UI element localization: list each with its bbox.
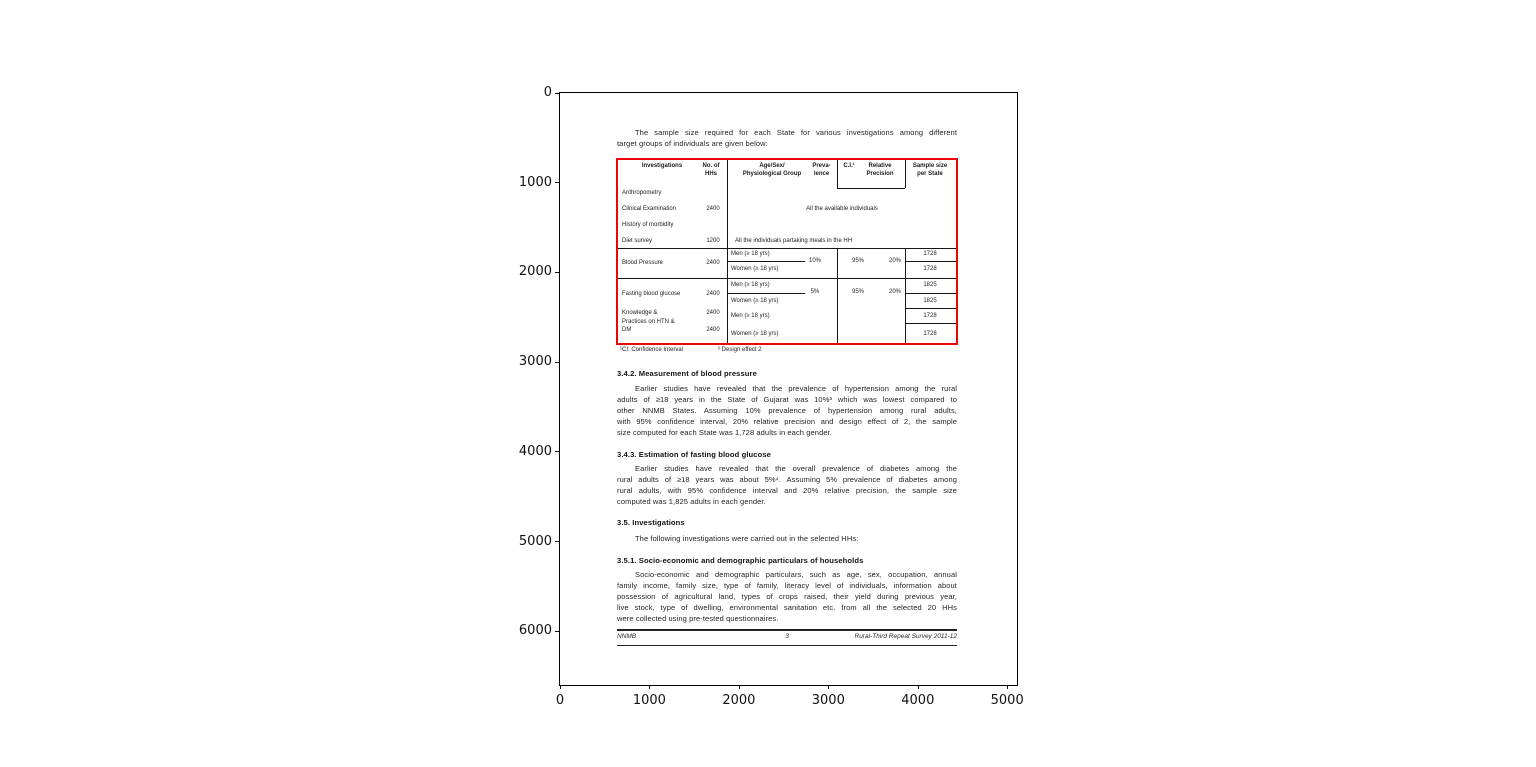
- paragraph-line: Earlier studies have revealed that the prevalence of hypertension among the rural: [635, 384, 957, 393]
- table-header-investigations: Investigations: [641, 163, 683, 169]
- x-tick-mark: [739, 685, 740, 689]
- paragraph-line: were collected using pre-tested questionnaires.: [617, 613, 779, 623]
- table-cell-hhs-value: 2400: [706, 310, 720, 316]
- y-tick-mark: [555, 631, 559, 632]
- table-hline: [727, 261, 805, 262]
- section-heading-35: 3.5. Investigations: [617, 518, 685, 527]
- footer-org: NNMB: [617, 632, 637, 640]
- x-tick-mark: [918, 685, 919, 689]
- table-header-no-of-hhs: No. of: [702, 163, 720, 169]
- table-cell-women-row: Women (≥ 18 yrs): [731, 331, 779, 337]
- document-page-image: [560, 93, 1017, 685]
- x-tick-label: 0: [555, 693, 565, 708]
- table-cell-all-partaking: All the individuals partaking meals in the HH: [735, 238, 853, 244]
- table-cell-sample-value: 1728: [923, 331, 937, 337]
- table-hline: [837, 188, 905, 189]
- table-cell-ci-value: 95%: [851, 289, 864, 295]
- table-cell-history-morbidity: History of morbidity: [622, 222, 674, 228]
- table-cell-prevalence-value: 5%: [810, 289, 820, 295]
- y-tick-label: 4000: [518, 443, 552, 459]
- table-header-no-of-hhs: HHs: [704, 171, 717, 177]
- table-cell-hhs-value: 2400: [706, 206, 720, 212]
- x-tick-label: 3000: [811, 693, 845, 708]
- table-header-ci: C.I.¹: [843, 163, 855, 169]
- table-cell-hhs-value: 2400: [706, 260, 720, 266]
- table-cell-clinical-examination: Clinical Examination: [622, 206, 677, 212]
- section-paragraph-342: [617, 384, 957, 439]
- paragraph-line: with 95% confidence interval, 20% relative precision and design effect of 2, the sample: [617, 416, 957, 426]
- table-cell-knowledge: Practices on HTN &: [622, 318, 675, 325]
- plot-axes: [518, 85, 1024, 708]
- paragraph-line: adults of ≥18 years in the State of Gujarat was 10%³ which was lowest compared to: [617, 394, 957, 404]
- table-header-prevalence: Preva-: [812, 163, 831, 169]
- table-cell-women-row: Women (≥ 18 yrs): [731, 298, 779, 304]
- table-vline: [837, 248, 838, 343]
- table-cell-sample-value: 1825: [923, 298, 937, 304]
- x-tick-label: 2000: [722, 693, 756, 708]
- page-footer: [617, 633, 957, 642]
- table-cell-ci-value: 95%: [851, 258, 864, 264]
- table-cell-anthropometry: Anthropometry: [622, 190, 662, 196]
- table-cell-men-row: Men (≥ 18 yrs): [731, 313, 770, 319]
- intro-line: The sample size required for each State for various investigations among different: [635, 128, 957, 137]
- footer-rule-top: [617, 629, 957, 631]
- table-cell-all-available: All the available individuals: [806, 206, 878, 212]
- table-cell-blood-pressure: Blood Pressure: [622, 260, 664, 266]
- sample-size-table: [616, 158, 958, 345]
- table-header-sample-size: per State: [917, 171, 943, 177]
- table-cell-precision-value: 20%: [888, 289, 901, 295]
- y-tick-mark: [555, 93, 559, 94]
- footer-rule-bottom: [617, 645, 957, 646]
- table-cell-precision-value: 20%: [888, 258, 901, 264]
- paragraph-line: size computed for each State was 1,728 adults in each gender.: [617, 427, 832, 437]
- y-tick-label: 5000: [518, 533, 552, 549]
- footnote-design-effect: ² Design effect 2: [718, 347, 762, 353]
- paragraph-line: The following investigations were carried out in the selected HHs:: [635, 534, 859, 543]
- table-hline: [905, 293, 956, 294]
- table-cell-sample-value: 1825: [923, 282, 937, 288]
- table-cell-fasting-glucose: Fasting blood glucose: [622, 291, 681, 297]
- section-paragraph-343: [617, 464, 957, 508]
- x-tick-label: 5000: [990, 693, 1024, 708]
- y-tick-label: 3000: [518, 354, 552, 370]
- x-tick-mark: [828, 685, 829, 689]
- paragraph-line: Socio-economic and demographic particulars, such as age, sex, occupation, annual: [635, 570, 957, 579]
- table-hline: [905, 261, 956, 262]
- table-cell-diet-survey: Diet survey: [622, 238, 653, 244]
- x-tick-mark: [560, 685, 561, 689]
- paragraph-line: other NNMB States. Assuming 10% prevalence of hypertension among rural adults,: [617, 405, 957, 415]
- table-cell-sample-value: 1728: [923, 266, 937, 272]
- paragraph-line: Earlier studies have revealed that the overall prevalence of diabetes among the: [635, 464, 957, 473]
- footnote-ci: ¹CI: Confidence Interval: [620, 347, 684, 353]
- paragraph-line: computed was 1,825 adults in each gender.: [617, 496, 766, 506]
- table-hline: [618, 248, 956, 249]
- footer-survey-title: Rural-Third Repeat Survey 2011-12: [854, 632, 957, 640]
- table-header-sample-size: Sample size: [912, 163, 948, 169]
- paragraph-line: rural adults of ≥18 years was about 5%⁴. Assuming 5% prevalence of diabetes among: [617, 474, 957, 484]
- table-header-relative-precision: Relative: [868, 163, 892, 169]
- y-tick-label: 2000: [518, 264, 552, 280]
- section-heading-351: 3.5.1. Socio-economic and demographic particulars of households: [617, 556, 864, 565]
- intro-line: target groups of individuals are given below:: [617, 138, 768, 148]
- y-tick-mark: [555, 362, 559, 363]
- section-heading-343: 3.4.3. Estimation of fasting blood glucose: [617, 450, 771, 459]
- table-header-age-sex-group: Age/Sex/: [759, 163, 785, 169]
- table-cell-hhs-value: 1200: [706, 238, 720, 244]
- y-tick-label: 1000: [518, 174, 552, 190]
- table-cell-prevalence-value: 10%: [808, 258, 821, 264]
- table-cell-men-row: Men (≥ 18 yrs): [731, 282, 770, 288]
- table-header-relative-precision: Precision: [866, 171, 894, 177]
- section-paragraph-351: [617, 570, 957, 625]
- intro-paragraph: [617, 128, 957, 150]
- table-cell-sample-value: 1728: [923, 251, 937, 257]
- x-tick-mark: [1007, 685, 1008, 689]
- paragraph-line: live stock, type of dwelling, environmental sanitation etc. from all the selected 20 HHs: [617, 602, 957, 612]
- table-hline: [905, 323, 956, 324]
- paragraph-line: rural adults, with 95% confidence interval and 20% relative precision, the sample size: [617, 485, 957, 495]
- table-header-age-sex-group: Physiological Group: [742, 171, 802, 177]
- y-tick-mark: [555, 272, 559, 273]
- table-hline: [618, 278, 956, 279]
- y-tick-label: 6000: [518, 623, 552, 639]
- table-hline: [905, 308, 956, 309]
- table-cell-knowledge: Knowledge &: [622, 310, 658, 316]
- table-cell-sample-value: 1728: [923, 313, 937, 319]
- footer-page-number: 3: [785, 632, 789, 640]
- y-tick-mark: [555, 541, 559, 542]
- table-cell-women-row: Women (≥ 18 yrs): [731, 266, 779, 272]
- table-vline: [837, 160, 838, 188]
- table-hline: [727, 293, 805, 294]
- paragraph-line: family income, family size, type of family, literacy level of individuals, information about: [617, 580, 957, 590]
- y-tick-mark: [555, 451, 559, 452]
- table-header-prevalence: lence: [813, 171, 830, 177]
- x-tick-label: 4000: [901, 693, 935, 708]
- x-tick-label: 1000: [632, 693, 666, 708]
- table-cell-men-row: Men (≥ 18 yrs): [731, 251, 770, 257]
- y-tick-label: 0: [543, 85, 552, 101]
- section-paragraph-35: [617, 534, 957, 545]
- section-heading-342: 3.4.2. Measurement of blood pressure: [617, 369, 757, 378]
- paragraph-line: possession of agricultural land, types of crops raised, their yield during previous year,: [617, 591, 957, 601]
- y-tick-mark: [555, 182, 559, 183]
- table-cell-hhs-value: 2400: [706, 291, 720, 297]
- table-cell-hhs-value: 2400: [706, 327, 720, 333]
- table-cell-knowledge: DM: [622, 327, 632, 333]
- x-tick-mark: [649, 685, 650, 689]
